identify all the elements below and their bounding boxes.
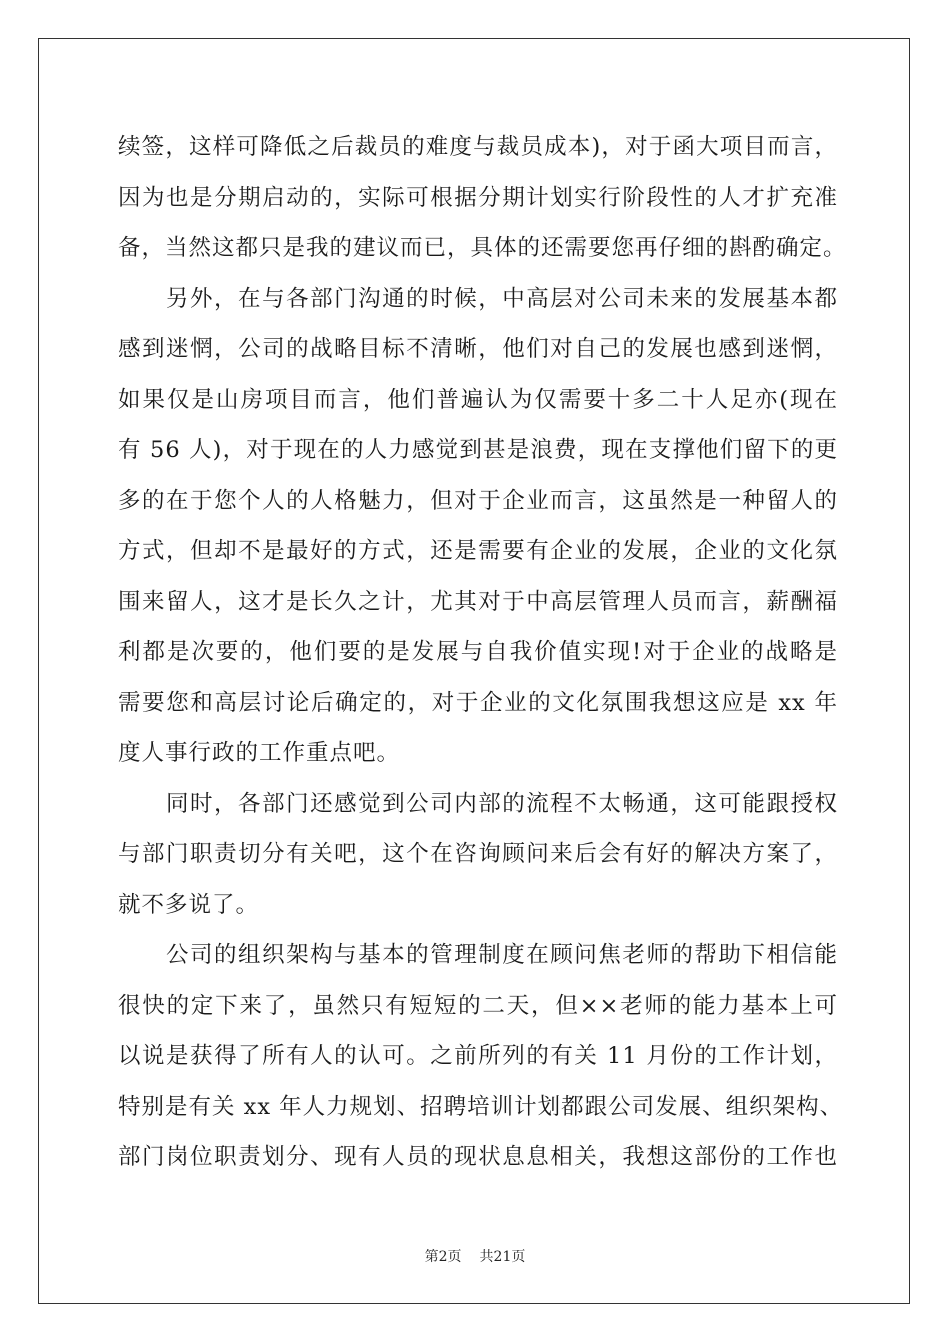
- text-line: 就不多说了。: [118, 891, 260, 918]
- text-line: 有 56 人)，对于现在的人力感觉到甚是浪费，现在支撑他们留下的更: [118, 437, 838, 463]
- text-line: 度人事行政的工作重点吧。: [118, 740, 401, 766]
- text-line: 另外，在与各部门沟通的时候，中高层对公司未来的发展基本都: [166, 285, 838, 312]
- text-line: 续签，这样可降低之后裁员的难度与裁员成本)，对于函大项目而言，: [118, 134, 838, 160]
- text-line: 如果仅是山房项目而言，他们普遍认为仅需要十多二十人足亦(现在: [118, 386, 838, 413]
- text-line: 与部门职责切分有关吧，这个在咨询顾问来后会有好的解决方案了，: [118, 841, 838, 867]
- text-line: 围来留人，这才是长久之计，尤其对于中高层管理人员而言，薪酬福: [118, 588, 838, 615]
- text-line: 方式，但却不是最好的方式，还是需要有企业的发展，企业的文化氛: [118, 538, 838, 564]
- current-page-number: 第2页: [424, 1249, 462, 1265]
- text-line: 很快的定下来了，虽然只有短短的二天，但××老师的能力基本上可: [118, 992, 838, 1019]
- text-line: 利都是次要的，他们要的是发展与自我价值实现!对于企业的战略是: [118, 639, 838, 665]
- text-line: 需要您和高层讨论后确定的，对于企业的文化氛围我想这应是 xx 年: [118, 689, 838, 716]
- text-line: 以说是获得了所有人的认可。之前所列的有关 11 月份的工作计划，: [118, 1043, 838, 1069]
- text-line: 因为也是分期启动的，实际可根据分期计划实行阶段性的人才扩充准: [118, 184, 838, 211]
- page-footer: [0, 1247, 950, 1267]
- document-body: [118, 127, 847, 1188]
- text-line: 多的在于您个人的人格魅力，但对于企业而言，这虽然是一种留人的: [118, 487, 838, 514]
- text-line: 感到迷惘，公司的战略目标不清晰，他们对自己的发展也感到迷惘，: [118, 336, 838, 362]
- text-line: 部门岗位职责划分、现有人员的现状息息相关，我想这部份的工作也: [118, 1144, 838, 1170]
- text-line: 备，当然这都只是我的建议而已，具体的还需要您再仔细的斟酌确定。: [118, 235, 847, 261]
- text-line: 公司的组织架构与基本的管理制度在顾问焦老师的帮助下相信能: [166, 942, 838, 968]
- text-line: 特别是有关 xx 年人力规划、招聘培训计划都跟公司发展、组织架构、: [118, 1093, 844, 1120]
- text-line: 同时，各部门还感觉到公司内部的流程不太畅通，这可能跟授权: [166, 790, 838, 817]
- total-page-count: 共21页: [479, 1249, 526, 1265]
